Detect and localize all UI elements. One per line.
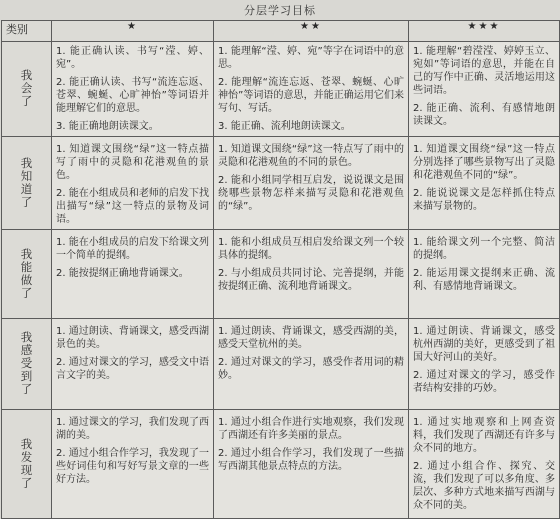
objective-item: 1. 知道课文围绕“绿”这一特点分别选择了哪些景物写出了灵隐和花港观鱼不同的“绿”。	[413, 144, 555, 181]
level-3-cell	[409, 410, 560, 519]
level-1-header: ★	[52, 21, 214, 42]
row-label: 我能做了	[20, 246, 33, 300]
level-1-cell	[52, 230, 214, 319]
objective-item: 1. 通过课文的学习，我们发现了西湖的美。	[56, 417, 209, 441]
table-row	[2, 410, 560, 519]
objective-item: 2. 能和小组同学相互启发，说说课文是围绕哪些景物怎样来描写灵隐和花港观鱼的“绿”。	[218, 175, 404, 212]
level-1-cell	[52, 410, 214, 519]
category-i-can-label-cell	[2, 42, 52, 137]
objective-item: 1. 能和小组成员互相启发给课文列一个较具体的提纲。	[218, 237, 404, 261]
objective-item: 2. 通过小组合作学习，我发现了一些好词佳句和写好写景文章的一些好方法。	[56, 448, 209, 485]
objective-item: 1. 能正确认读、书写“滢、婷、宛”。	[56, 46, 209, 70]
level-3-header: ★★★	[409, 21, 560, 42]
row-label: 我感受到了	[20, 330, 33, 396]
category-i-discover-label-cell	[2, 410, 52, 519]
level-2-cell	[214, 42, 409, 137]
level-2-cell	[214, 319, 409, 410]
level-3-cell	[409, 137, 560, 230]
level-3-cell	[409, 230, 560, 319]
objective-item: 2. 通过对课文的学习，感受作者用词的精妙。	[218, 357, 404, 381]
objective-item: 1. 能理解“滢、婷、宛”等字在词语中的意思。	[218, 46, 404, 70]
row-label: 我知道了	[20, 155, 33, 209]
table-row	[2, 230, 560, 319]
objective-item: 2. 能正确认读、书写“流连忘返、苍翠、蜿蜒、心旷神怡”等词语并能理解它们的意思。	[56, 77, 209, 114]
level-2-header: ★★	[214, 21, 409, 42]
category-i-can-do-label-cell	[2, 230, 52, 319]
level-3-cell	[409, 319, 560, 410]
objective-item: 1. 知道课文围绕“绿”这一特点写了雨中的灵隐和花港观鱼的不同的景色。	[218, 144, 404, 168]
objective-item: 1. 通过小组合作进行实地观察，我们发现了西湖还有许多美丽的景点。	[218, 417, 404, 441]
level-1-cell	[52, 137, 214, 230]
objective-item: 1. 通过实地观察和上网查资料，我们发现了西湖还有许多与众不同的地方。	[413, 417, 555, 454]
objective-item: 2. 与小组成员共同讨论、完善提纲，并能按提纲正确、流利地背诵课文。	[218, 268, 404, 292]
objective-item: 1. 通过朗读、背诵课文，感受西湖的美，感受天堂杭州的美。	[218, 326, 404, 350]
table-row	[2, 42, 560, 137]
objective-item: 2. 能在小组成员和老师的启发下找出描写“绿”这一特点的景物及词语。	[56, 188, 209, 225]
objectives-table	[1, 20, 560, 519]
objective-item: 1. 通过朗读、背诵课文，感受西湖景色的美。	[56, 326, 209, 350]
objective-item: 2. 能说说课文是怎样抓住特点来描写景物的。	[413, 188, 555, 212]
objective-item: 2. 能正确、流利、有感情地朗读课文。	[413, 103, 555, 127]
table-row	[2, 137, 560, 230]
corner-header: 类别	[2, 21, 52, 42]
document-title: 分层学习目标	[244, 4, 316, 17]
objective-item: 2. 通过小组合作、探究、交流，我们发现了可以多角度、多层次、多种方式地来描写西湖与众不同的美。	[413, 461, 555, 511]
level-2-cell	[214, 410, 409, 519]
objective-item: 1. 能给课文列一个完整、简洁的提纲。	[413, 237, 555, 261]
header-row	[2, 21, 560, 42]
level-1-cell	[52, 42, 214, 137]
objective-item: 1. 能在小组成员的启发下给课文列一个简单的提纲。	[56, 237, 209, 261]
category-i-know-label-cell	[2, 137, 52, 230]
objective-item: 2. 通过对课文的学习，感受作者结构安排的巧妙。	[413, 370, 555, 394]
row-label: 我发现了	[20, 436, 33, 490]
objective-item: 1. 通过朗读、背诵课文，感受杭州西湖的美好，更感受到了祖国大好河山的美好。	[413, 326, 555, 363]
row-label: 我会了	[20, 68, 33, 108]
level-2-cell	[214, 137, 409, 230]
category-i-feel-label-cell	[2, 319, 52, 410]
objective-item: 1. 能理解“碧滢滢、婷婷玉立、宛如”等词语的意思，并能在自己的写作中正确、灵活地运用这些词语。	[413, 46, 555, 96]
level-1-cell	[52, 319, 214, 410]
table-row	[2, 319, 560, 410]
objective-item: 2. 能运用课文提纲来正确、流利、有感情地背诵课文。	[413, 268, 555, 292]
objective-item: 2. 能理解“流连忘返、苍翠、蜿蜒、心旷神怡”等词语的意思，并能正确运用它们来写句、写话。	[218, 77, 404, 114]
level-2-cell	[214, 230, 409, 319]
level-3-cell	[409, 42, 560, 137]
objective-item: 1. 知道课文围绕“绿”这一特点描写了雨中的灵隐和花港观鱼的景色。	[56, 144, 209, 181]
objective-item: 2. 能按提纲正确地背诵课文。	[56, 268, 189, 279]
objective-item: 2. 通过对课文的学习，感受文中语言文字的美。	[56, 357, 209, 381]
objective-item: 3. 能正确地朗读课文。	[56, 121, 159, 132]
objective-item: 2. 通过小组合作学习，我们发现了一些描写西湖其他景点特点的方法。	[218, 448, 404, 472]
objective-item: 3. 能正确、流利地朗读课文。	[218, 121, 351, 132]
